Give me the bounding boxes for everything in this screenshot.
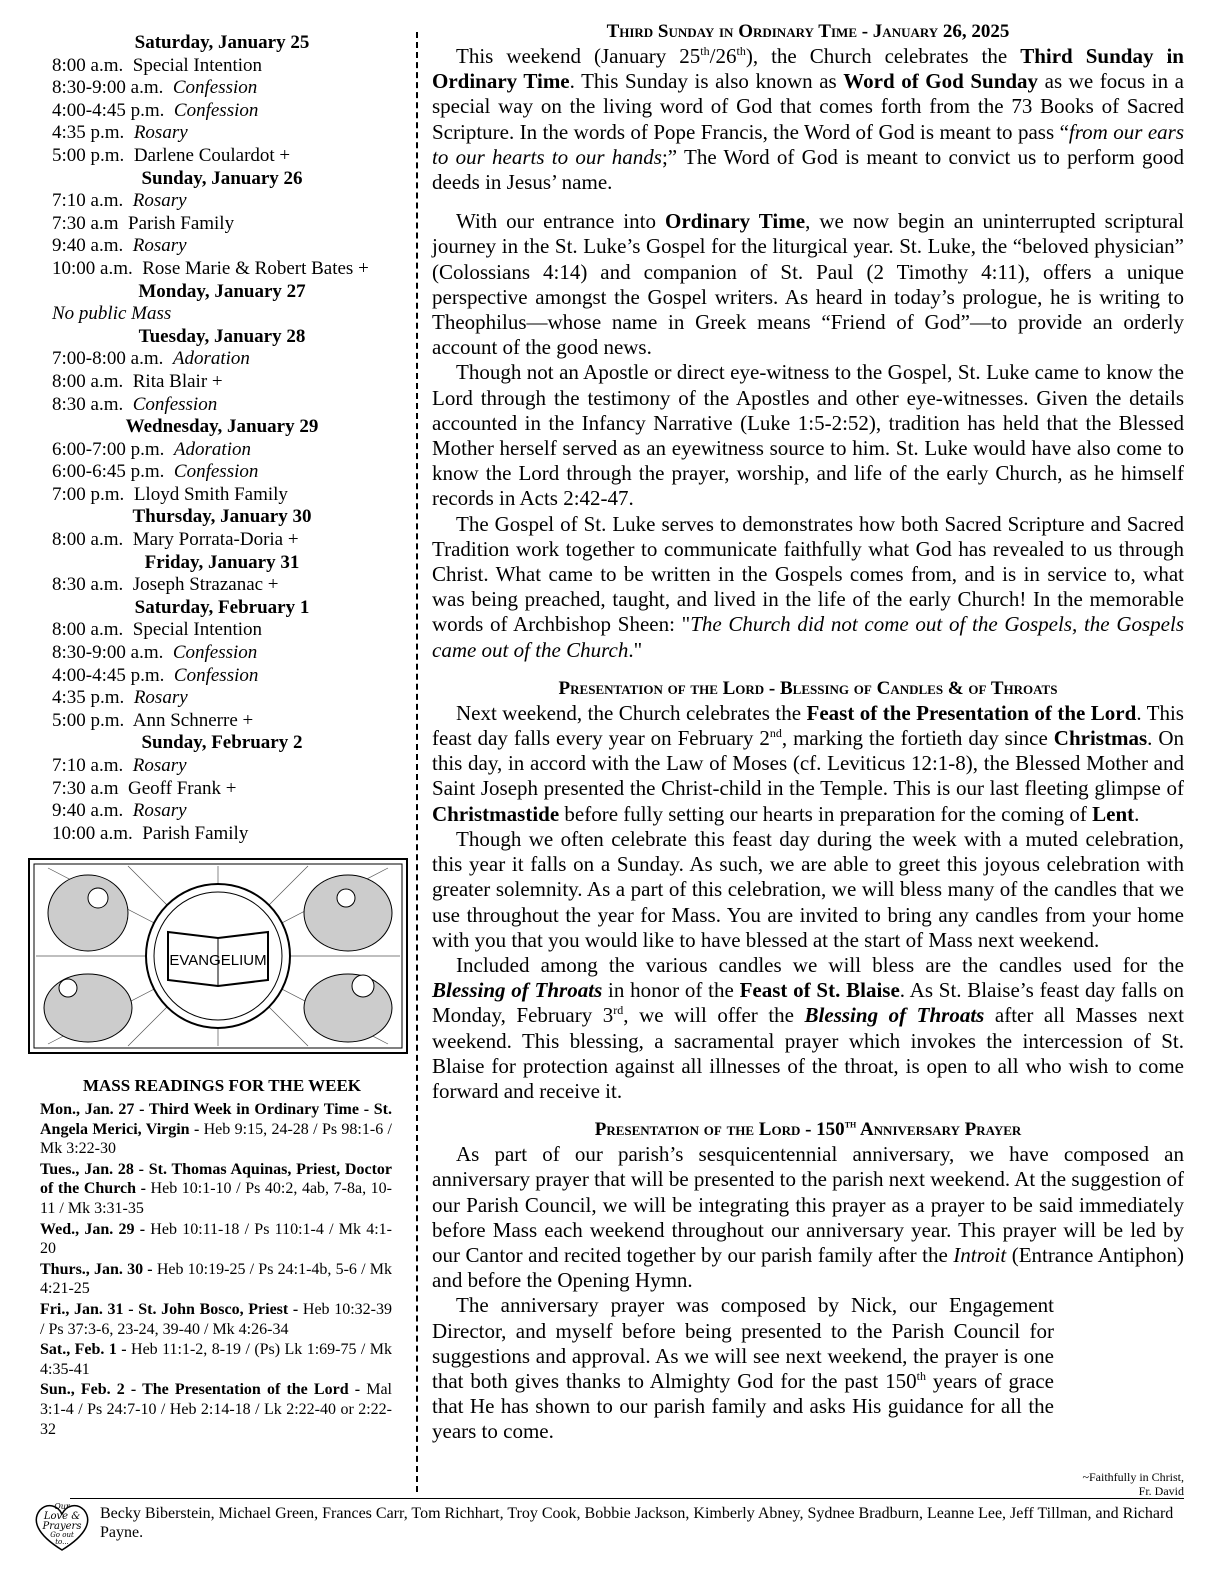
schedule-entry: [36, 213, 408, 236]
readings-title: MASS READINGS FOR THE WEEK: [82, 1076, 362, 1095]
schedule-day-heading: Thursday, January 30: [132, 506, 312, 528]
schedule-day-heading: Saturday, February 1: [134, 596, 310, 618]
schedule-entry: [36, 190, 408, 213]
entry-description: Confession: [173, 664, 259, 686]
reading-entry: Wed., Jan. 29 - Heb 10:11-18 / Ps 110:1-4 / Mk 4:1-20: [40, 1220, 393, 1258]
entry-description: No public Mass: [52, 303, 172, 325]
reading-entry: Sat., Feb. 1 - Heb 11:1-2, 8-19 / (Ps) Lk 1:69-75 / Mk 4:35-41: [40, 1341, 392, 1378]
entry-time: 8:30-9:00 a.m.: [52, 77, 164, 99]
entry-time: 4:00-4:45 p.m.: [52, 99, 165, 121]
schedule-entry: [36, 100, 408, 123]
paragraph: Though not an Apostle or direct eye-witness to the Gospel, St. Luke came to know the Lord through the testimony of the Apostles and other eye-witnesses. Given the details accounted in the Infancy Narrative (Luke 1:5-2:52), tradition has held that the Blessed Mother herself served as an eyewitness source to him. St. Luke would have also come to know the Lord through the prayer, worship, and life of the early Church, as he himself records in Acts 2:42-47.: [432, 360, 1184, 511]
schedule-entry: [36, 394, 408, 417]
schedule-entry: [36, 642, 408, 665]
entry-description: Adoration: [172, 348, 250, 370]
schedule-entry: [36, 303, 408, 326]
entry-time: 8:00 a.m.: [52, 529, 124, 551]
eagle-figure: [304, 875, 392, 951]
paragraph: The Gospel of St. Luke serves to demonstrates how both Sacred Scripture and Sacred Tradition work together to communicate faithfully what God has revealed to us through Christ. What came to be written in the Gospels comes from, and is in service to, what was being preached, taught, and lived in the life of the early Church! In the memorable words of Archbishop Sheen: "The Church did not come out of the Gospels, the Gospels came out of the Church.": [432, 511, 1184, 662]
entry-description: Rosary: [133, 687, 188, 709]
entry-description: Rose Marie & Robert Bates +: [142, 257, 369, 279]
schedule-day-heading: Sunday, January 26: [141, 167, 303, 189]
entry-description: Rosary: [132, 800, 187, 822]
entry-time: 5:00 p.m.: [52, 144, 125, 166]
mass-schedule: [36, 32, 408, 845]
schedule-entry: [36, 461, 408, 484]
reading-entry: Fri., Jan. 31 - St. John Bosco, Priest - Heb 10:32-39 / Ps 37:3-6, 23-24, 39-40 / Mk 4:26-34: [40, 1300, 393, 1338]
entry-description: Special Intention: [132, 54, 263, 76]
schedule-day-heading: Tuesday, January 28: [138, 325, 306, 347]
entry-time: 4:00-4:45 p.m.: [52, 664, 165, 686]
entry-description: Parish Family: [128, 212, 235, 234]
entry-description: Confession: [173, 99, 259, 121]
schedule-entry: [36, 371, 408, 394]
entry-time: 8:00 a.m.: [52, 54, 124, 76]
footer-rule: [70, 1498, 1184, 1499]
signature: ~Faithfully in Christ, Fr. David: [1082, 1470, 1184, 1498]
entry-description: Rosary: [132, 235, 187, 257]
entry-time: 6:00-7:00 p.m.: [52, 438, 165, 460]
section-title-presentation-blessing: Presentation of the Lord - Blessing of Candles & of Throats: [558, 677, 1058, 699]
schedule-entry: [36, 145, 408, 168]
entry-time: 7:10 a.m.: [52, 755, 124, 776]
heart-logo-icon: [30, 1498, 94, 1554]
entry-description: Rosary: [132, 755, 187, 776]
readings-list: [40, 1100, 392, 1440]
entry-time: 8:00 a.m.: [52, 619, 124, 641]
entry-description: Parish Family: [142, 822, 249, 844]
entry-time: 8:00 a.m.: [52, 370, 124, 392]
entry-description: Darlene Coulardot +: [133, 144, 291, 166]
schedule-entry: [36, 235, 408, 258]
schedule-entry: [36, 687, 408, 710]
entry-time: 6:00-6:45 p.m.: [52, 461, 165, 483]
entry-time: 8:30 a.m.: [52, 574, 124, 596]
entry-description: Rosary: [132, 190, 187, 212]
entry-description: Confession: [173, 461, 259, 483]
schedule-entry: [36, 800, 408, 823]
reading-entry: Tues., Jan. 28 - St. Thomas Aquinas, Priest, Doctor of the Church - Heb 10:1-10 / Ps 40:2, 4ab, 7-8a, 10-11 / Mk 3:31-35: [40, 1160, 392, 1217]
schedule-entry: [36, 710, 408, 733]
schedule-entry: [36, 122, 408, 145]
prayer-list-names: Becky Biberstein, Michael Green, Frances Carr, Tom Richhart, Troy Cook, Bobbie Jackson, Kimberly Abney, Sydnee Bradburn, Leanne Lee, Jeff Tillman, and Richard Payne.: [100, 1505, 1174, 1541]
angel-figure: [48, 875, 128, 951]
schedule-day-heading: Saturday, January 25: [134, 32, 310, 53]
entry-time: 9:40 a.m.: [52, 235, 124, 257]
entry-description: Rita Blair +: [132, 370, 223, 392]
schedule-entry: [36, 77, 408, 100]
schedule-entry: [36, 484, 408, 507]
svg-text:Our: Our: [54, 1502, 70, 1511]
schedule-entry: [36, 778, 408, 801]
svg-text:to...: to...: [55, 1538, 69, 1546]
schedule-entry: [36, 823, 408, 846]
book-icon: [168, 932, 268, 986]
entry-time: 7:00-8:00 a.m.: [52, 348, 164, 370]
entry-description: Lloyd Smith Family: [133, 483, 288, 505]
reading-entry: Sun., Feb. 2 - The Presentation of the Lord - Mal 3:1-4 / Ps 24:7-10 / Heb 2:14-18 / Lk 2:22-40 or 2:22-32: [40, 1381, 392, 1438]
paragraph: Next weekend, the Church celebrates the Feast of the Presentation of the Lord. This feast day falls every year on February 2nd, marking the fortieth day since Christmas. On this day, in accord with the Law of Moses (cf. Leviticus 12:1-8), the Blessed Mother and Saint Joseph presented the Christ-child in the Temple. This is our last fleeting glimpse of Christmastide before fully setting our hearts in preparation for the coming of Lent.: [432, 700, 1184, 826]
entry-time: 10:00 a.m.: [52, 822, 133, 844]
entry-description: Geoff Frank +: [128, 777, 237, 799]
entry-description: Mary Porrata-Doria +: [132, 529, 299, 551]
svg-text:Love &: Love &: [43, 1511, 81, 1522]
ox-figure: [44, 974, 132, 1042]
svg-text:Go out: Go out: [50, 1531, 74, 1539]
column-divider: [416, 32, 418, 1492]
entry-time: 4:35 p.m.: [52, 122, 125, 144]
schedule-entry: [36, 55, 408, 78]
section-title-third-sunday: Third Sunday in Ordinary Time - January 26, 2025: [606, 21, 1010, 42]
entry-time: 10:00 a.m.: [52, 257, 133, 279]
paragraph: With our entrance into Ordinary Time, we now begin an uninterrupted scriptural journey in the St. Luke’s Gospel for the liturgical year. St. Luke, the “beloved physician” (Colossians 4:14) and companion of St. Paul (2 Timothy 4:11), offers a unique perspective amongst the Gospel writers. As heard in today’s prologue, he is writing to Theophilus—whose name in Greek means “Friend of God”—to provide an orderly account of the good news.: [432, 209, 1184, 360]
schedule-entry: [36, 619, 408, 642]
reading-entry: Mon., Jan. 27 - Third Week in Ordinary Time - St. Angela Merici, Virgin - Heb 9:15, 24-28 / Ps 98:1-6 / Mk 3:22-30: [40, 1101, 392, 1158]
evangelium-artwork: [28, 858, 408, 1054]
section-title-anniversary-prayer: Presentation of the Lord - 150th Anniversary Prayer: [594, 1116, 1022, 1141]
entry-time: 7:30 a.m: [52, 212, 119, 234]
entry-time: 7:10 a.m.: [52, 190, 124, 212]
entry-description: Adoration: [173, 438, 251, 460]
entry-time: 9:40 a.m.: [52, 800, 124, 822]
entry-time: 7:00 p.m.: [52, 483, 125, 505]
book-label: EVANGELIUM: [169, 952, 267, 969]
entry-description: Special Intention: [132, 619, 263, 641]
schedule-entry: [36, 529, 408, 552]
article: [432, 20, 1184, 1445]
entry-description: Rosary: [133, 122, 188, 144]
entry-description: Confession: [172, 77, 258, 99]
entry-time: 8:30-9:00 a.m.: [52, 642, 164, 664]
paragraph: The anniversary prayer was composed by Nick, our Engagement Director, and myself before being presented to the Parish Council for suggestions and approval. As we will see next weekend, the prayer is one that both gives thanks to Almighty God for the past 150th years of grace that He has shown to our parish family and asks His guidance for all the years to come.: [432, 1293, 1054, 1444]
paragraph: Included among the various candles we will bless are the candles used for the Blessing of Throats in honor of the Feast of St. Blaise. As St. Blaise’s feast day falls on Monday, February 3rd, we will offer the Blessing of Throats after all Masses next weekend. This blessing, a sacramental prayer which invokes the intercession of St. Blaise for protection against all illnesses of the throat, is open to all who wish to come forward and receive it.: [432, 952, 1185, 1103]
schedule-entry: [36, 348, 408, 371]
paragraph: This weekend (January 25th/26th), the Church celebrates the Third Sunday in Ordinary Time. This Sunday is also known as Word of God Sunday as we focus in a special way on the living word of God that comes forth from the 73 Books of Sacred Scripture. In the words of Pope Francis, the Word of God is meant to pass “from our ears to our hearts to our hands;” The Word of God is meant to convict us to perform good deeds in Jesus’ name.: [432, 44, 1185, 195]
svg-text:Prayers: Prayers: [42, 1521, 82, 1532]
schedule-day-heading: Friday, January 31: [144, 551, 300, 573]
entry-time: 4:35 p.m.: [52, 687, 125, 709]
entry-description: Joseph Strazanac +: [132, 574, 279, 596]
entry-description: Confession: [172, 642, 258, 664]
lion-figure: [304, 974, 392, 1042]
schedule-day-heading: Monday, January 27: [138, 280, 306, 302]
entry-time: 7:30 a.m: [52, 777, 119, 799]
reading-entry: Thurs., Jan. 30 - Heb 10:19-25 / Ps 24:1-4b, 5-6 / Mk 4:21-25: [40, 1260, 392, 1298]
entry-time: 5:00 p.m.: [52, 709, 125, 731]
paragraph: As part of our parish’s sesquicentennial anniversary, we have composed an anniversary prayer that will be presented to the parish next weekend. At the suggestion of our Parish Council, we will be integrating this prayer as a prayer to be said immediately before Mass each weekend throughout our anniversary year. This prayer will be led by our Cantor and recited together by our parish family after the Introit (Entrance Antiphon) and before the Opening Hymn.: [432, 1142, 1184, 1293]
schedule-day-heading: Wednesday, January 29: [125, 416, 319, 438]
entry-description: Confession: [132, 393, 218, 415]
schedule-entry: [36, 665, 408, 688]
entry-description: Ann Schnerre +: [132, 709, 254, 731]
paragraph: Though we often celebrate this feast day during the week with a muted celebration, this year it falls on a Sunday. As such, we are able to greet this joyous celebration with greater solemnity. As a part of this celebration, we will bless many of the candles that we use throughout the year for Mass. You are invited to bring any candles from your home with you that you would like to have blessed at the start of Mass next weekend.: [432, 826, 1184, 952]
schedule-day-heading: Sunday, February 2: [141, 732, 303, 754]
schedule-entry: [36, 574, 408, 597]
schedule-entry: [36, 755, 408, 778]
entry-time: 8:30 a.m.: [52, 393, 124, 415]
schedule-entry: [36, 439, 408, 462]
schedule-entry: [36, 258, 408, 281]
